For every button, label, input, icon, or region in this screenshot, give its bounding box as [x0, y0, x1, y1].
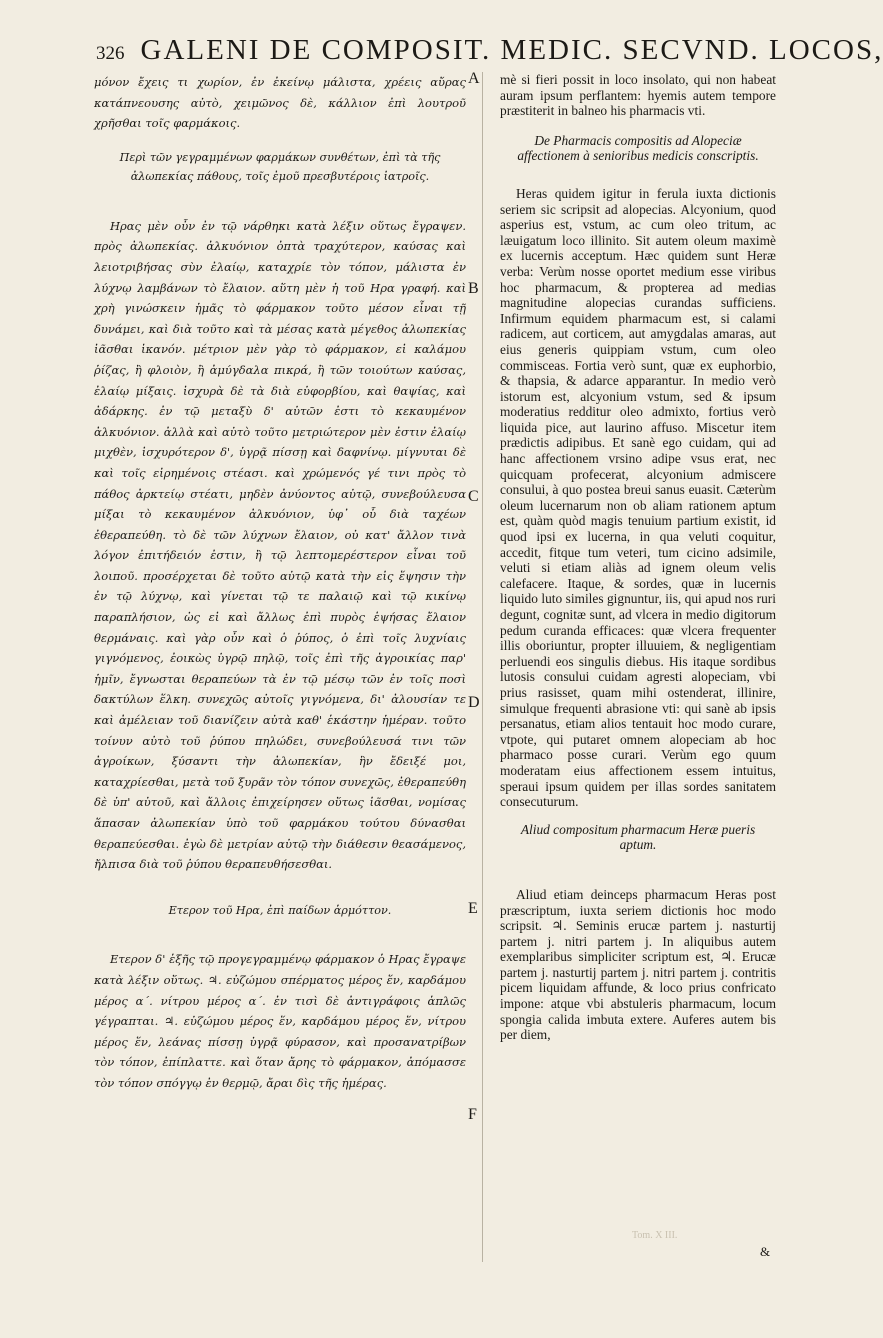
margin-letter-c: C	[468, 488, 479, 505]
greek-paragraph-3: Ετερον δ' ἑξῆς τῷ προγεγραμμένῳ φάρμακον ὁ Ηρας ἔγραψε κατὰ λέξιν οὕτως. ♃. εὐζώμου σπέρματος μέρος ἕν, καρδάμου μέρος α΄. νίτρου μέρος α΄. ἐν τισὶ δὲ ἀντιγράφοις ἁπλῶς γέγραπται. ♃. εὐζώμου μέρος ἕν, καρδάμου μέρος ἕν, νίτρου μέρος ἕν, λεάνας πίσσῃ ὑγρᾷ φύρασον, καὶ προσανατρίβων τὸν τόπον, ἐπίπλαττε. καὶ ὅταν ἄρης τὸ φάρμακον, ἀπόμασσε τὸν τόπον σπόγγῳ ἐν θερμῷ, ἄραι δὶς τῆς ἡμέρας.	[94, 952, 466, 1090]
page-number: 326	[96, 43, 125, 64]
greek-paragraph-2: Ηρας μὲν οὖν ἐν τῷ νάρθηκι κατὰ λέξιν οὕτως ἔγραψεν. πρὸς ἀλωπεκίας. ἀλκυόνιον ὀπτὰ τραχύτερον, καύσας καὶ λειοτριβήσας σὺν ἐλαίῳ, καταχρίε τὸν τόπον, μάλιστα ἐν λύχνῳ λαμβάνων τὸ ἔλαιον. αὕτη μὲν ἡ τοῦ Ηρα γραφή. καὶ χρὴ γινώσκειν ἡμᾶς τὸ φάρμακον τοῦτο μέσον εἶναι τῇ δυνάμει, καὶ διὰ τοῦτο καὶ τὰ μέσας κατὰ μέγεθος ἀλωπεκίας ἰᾶσθαι ἱκανόν. μέτριον μὲν γὰρ τὸ φάρμακον, εἰ καλάμου ῥίζας, ἢ φλοιὸν, ἢ ἀμύγδαλα πικρά, ἢ τῶν τοιούτων καύσας, ἐλαίῳ μίξαις. ἰσχυρὰ δὲ τὰ διὰ εὐφορβίου, καὶ θαψίας, καὶ ἀδάρκης. ἐν τῷ μεταξὺ δ' αὐτῶν ἐστι τὸ κεκαυμένον ἀλκυόνιον. ἀλλὰ καὶ αὐτὸ τοῦτο μετριώτερον μὲν ἐστιν ἐλαίῳ μιχθὲν, ἰσχυρότερον δ', ὑγρᾷ πίσσῃ καὶ δαφνίνῳ. μίγνυται δὲ καὶ τοῖς εἰρημένοις στέασι. καὶ χρώμενός γέ τινι πρὸς τὸ πάθος ἀρκτείῳ στέατι, μηδὲν ἀνύοντος αὐτῷ, συνεβούλευσα μίξαι τὸ κεκαυμένον ἀλκυόνιον, ὑφ᾽ οὗ διὰ ταχέων ἐθεραπεύθη. τὸ δὲ τῶν λύχνων ἔλαιον, οὐ κατ' ἄλλον τινὰ λόγον ἐπιτήδειόν ἐστιν, ἢ τῷ λεπτομερέστερον εἶναι τοῦ λοιποῦ. προσέρχεται δὲ τοῦτο αὐτῷ κατὰ τὴν εἰς ἕψησιν τὴν ἐν τῷ λύχνῳ, καὶ γίνεται τῷ τε παλαιῷ καὶ τῷ κικίνῳ παραπλήσιον, ὡς εἰ καὶ ἄλλως ἐπὶ πυρὸς ἑψήσας ἔλαιον θερμάναις. καὶ γὰρ οὖν καὶ ὁ ῥύπος, ὁ ἐπὶ τοῖς λυχνίαις γιγνόμενος, ἐοικὼς ὑγρῷ πηλῷ, τοῖς ἐπὶ τῆς ἀγροικίας παρ' ἡμῖν, ἔγνωσται θεραπεύων τὰ ἐν τῷ μέσῳ τῶν ἐν τοῖς ποσὶ δακτύλων ἕλκη. συνεχῶς αὐτοῖς γιγνόμενα, δι' ἀλουσίαν τε καὶ ἀμέλειαν τοῦ διανίζειν αὐτὰ καθ' ἑκάστην ἡμέραν. τοῦτο τοίνυν αὐτὸ τοῦ ῥύπου πηλώδει, συνεβούλευσά τινι τῶν ἀγροίκων, ξύσαντι τὴν ἀλωπεκίαν, ἣν ἔδειξέ μοι, καταχρίεσθαι, μετὰ τοῦ ξυρᾶν τὸν τόπον συνεχῶς, ἐθεραπεύθη δὲ ὑπ' αὐτοῦ, καὶ ἄλλοις ἐπιχείρησεν οὕτως ἰᾶσθαι, νομίσας ἅπασαν ἀλωπεκίαν ὑπὸ τοῦ φαρμάκου τούτου δύνασθαι θεραπεύεσθαι. ἐγὼ δὲ μετρίαν αὐτῷ τὴν διάθεσιν θεασάμενος, ἤλπισα διὰ τοῦ ῥύπου θεραπευθήσεσθαι.	[94, 218, 466, 872]
latin-section-heading: De Pharmacis compositis ad Alopeciæ affectionem à senioribus medicis conscriptis.	[517, 132, 759, 164]
latin-subheading: Aliud compositum pharmacum Heræ pueris aptum.	[520, 821, 756, 853]
catchword: &	[760, 1244, 771, 1259]
margin-letter-d: D	[468, 694, 480, 711]
latin-paragraph-1: mè si fieri possit in loco insolato, qui non habeat auram ipsum perflantem: hyemis autem tempore præstiterit in balneo his pharmacis vti.	[500, 72, 776, 119]
greek-column	[94, 72, 466, 1094]
latin-paragraph-3: Aliud etiam deinceps pharmacum Heras post præscriptum, iuxta seriem dictionis hoc modo scripsit. ♃. Seminis erucæ partem j. nasturtij partem j. nitri partem j. In aliquibus autem exemplaribus simpliciter scriptum est, ♃. Erucæ partem j. nasturtij partem j. nitri partem j. contritis picem liquidam affunde, & loco prius confricato impone: atque vbi abstuleris pharmacum, locum spongia calida imbuta extere. Auferes autem bis per diem,	[500, 886, 776, 1043]
latin-column	[500, 72, 776, 1043]
margin-letter-f: F	[468, 1106, 477, 1123]
latin-paragraph-2: Heras quidem igitur in ferula iuxta dictionis seriem sic scripsit ad alopecias. Alcyonium, quod asperius est, vstum, ac cum oleo tritum, ac læuigatum loco illinito. Sit autem oleum maximè ex lucernis acceptum. Hæc quidem sunt Heræ verba: Verùm nosse oportet medium esse viribus hoc pharmacum, & propterea ad medias magnitudine alopecias curandas sufficiens. Infirmum equidem pharmacum est, si calami radicem, aut corticem, aut amygdalas amaras, aut eius generis quippiam vstum, cum oleo commisceas. Fortia verò sunt, quæ ex euphorbio, & thapsia, & adarce apparantur. In medio verò istorum est, alcyonium vstum, sed & ipsum moderatius redditur oleo admixto, fortius verò liquida pice, aut laurino affuso. Miscetur item prædictis adipibus. Et sanè ego cuidam, qui ad hanc affectionem vrsino adipe vsus erat, nec quicquam profecerat, alcyonium admiscere consului, à quo postea breui sanus euasit. Cæterùm oleum lucernarum non ob aliam rationem aptum est, quàm quòd magis tenuium partium existit, id quod ipsi ex lucerna, in qua veluti coquitur, accedit, fitque tum veteri, tum cicino adsimile, veluti si etiam aliàs ad ignem oleum velis calefacere. Itaque, & sordes, quæ in lucernis liquido luto similes gignuntur, iis, qui apud nos ruri degunt, cognitæ sunt, ad vlcera in medio digitorum pedum curanda efficaces: quæ vlcera frequenter illis oboriuntur, propter illuuiem, & negligentiam perluendi eos singulis diebus. His itaque sordibus lutosis consului cuidam agresti alopeciam, vbi prius rasisset, quam mihi ostenderat, illinire, simulque frequenti abrasione vti: qui sanè ab ipsis persanatus, etiam alios tentauit hoc modo curare, vtpote, qui putaret omnem alopeciam ab hoc pharmaco posse curari. Verùm ego quum moderatam eius affectionem essem intuitus, speraui ipsum quidem per illas sordes sanitatem consecuturum.	[500, 185, 776, 810]
greek-section-heading: Περὶ τῶν γεγραμμένων φαρμάκων συνθέτων, ἐπὶ τὰ τῆς ἀλωπεκίας πάθους, τοῖς ἐμοῦ πρεσβυτέροις ἰατροῖς.	[119, 150, 441, 183]
margin-letter-b: B	[468, 280, 479, 297]
bleed-through-text: Tom. X III.	[632, 1230, 678, 1241]
margin-letter-e: E	[468, 900, 478, 917]
greek-subheading: Ετερον τοῦ Ηρα, ἐπὶ παίδων ἁρμόττον.	[168, 903, 392, 917]
column-divider	[482, 72, 483, 1262]
greek-paragraph-1: μόνον ἔχεις τι χωρίον, ἐν ἐκείνῳ μάλιστα, χρέεις αὔρας κατάπνεουσης αὐτὸ, χειμῶνος δὲ, κάλλιον ἐπὶ λουτροῦ χρῆσθαι τοῖς φαρμάκοις.	[94, 75, 466, 131]
running-title: GALENI DE COMPOSIT. MEDIC. SECVND. LOCOS,	[140, 34, 883, 66]
running-head	[96, 34, 883, 67]
margin-letter-a: A	[468, 70, 480, 87]
